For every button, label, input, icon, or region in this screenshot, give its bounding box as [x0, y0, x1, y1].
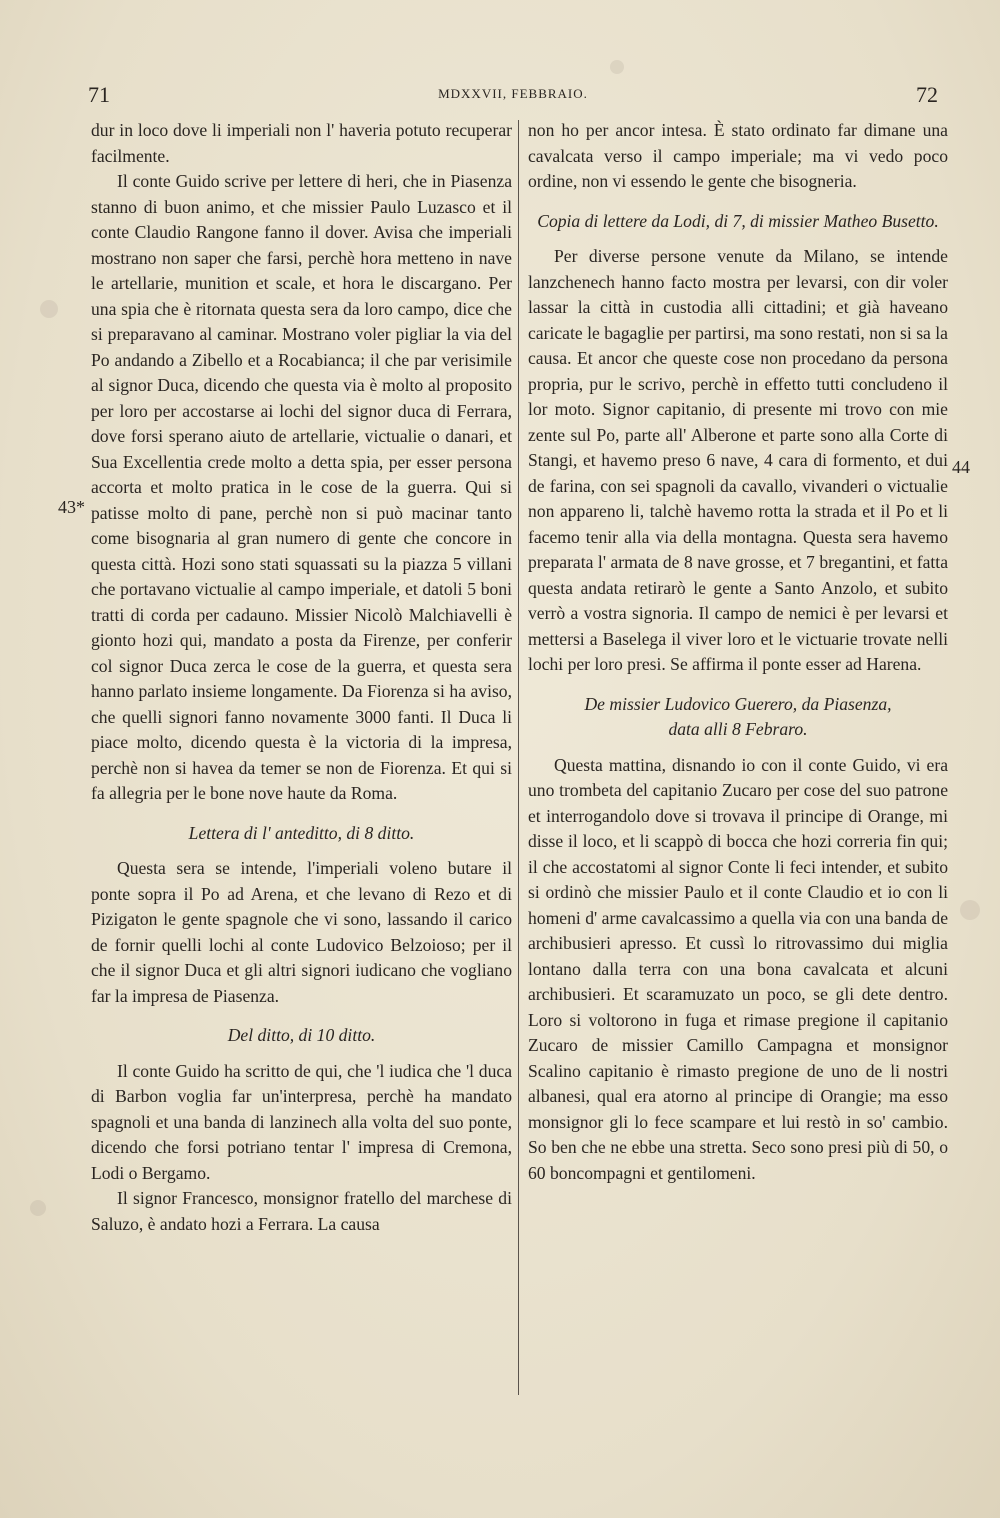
paper-stain [40, 300, 58, 318]
paragraph: Questa mattina, disnando io con il conte Guido, vi era uno trombeta del capitanio Zucaro per cose del suo patrone et interrogandolo dove si trovava il principe di Orange, mi disse il loco, et li scappò di bocca che hozi correria fin qui; il che accostatomi al signor Conte li feci intender, et subito si ordinò che missier Paulo et il conte Claudio et io con li homeni d' arme cavalcassimo a quella via con una banda de archibusieri apresso. Et cussì lo ritrovassimo dui miglia lontano dalla terra con una bona cavalcata et alcuni archibusieri. Et scaramuzato un poco, se gli dete dentro. Loro si voltorono in fuga et rimase pregione il capitanio Zucaro de missier Camillo Campagna et monsignor Scalino capitanio è rimasto pregione de uno de li nostri albanesi, qual era atorno al principe di Orangie; ma esso monsignor gli lo fece scampare et lui restò in so' cambio. So ben che ne ebbe una stretta. Seco sono presi più di 50, o 60 boncompagni et gentilomeni. [528, 754, 948, 1183]
margin-note-right: 44 [952, 457, 970, 477]
paper-stain [960, 900, 980, 920]
column-divider [518, 120, 519, 1395]
paragraph: non ho per ancor intesa. È stato ordinato far dimane una cavalcata verso il campo imperiale; ma vi vedo poco ordine, non vi essendo le gente che bisogneria. [528, 120, 948, 191]
running-title: MDXXVII, FEBBRAIO. [438, 86, 588, 101]
paper-stain [30, 1200, 46, 1216]
left-column [91, 118, 512, 1237]
section-heading-line: De missier Ludovico Guerero, da Piasenza, [584, 693, 892, 714]
page-number-left: 71 [88, 82, 110, 107]
right-column [528, 118, 948, 1186]
section-heading: Del ditto, di 10 ditto. [227, 1025, 376, 1045]
section-heading [528, 717, 948, 743]
section-heading [528, 692, 948, 718]
paragraph: Il signor Francesco, monsignor fratello del marchese di Saluzo, è andato hozi a Ferrara. La causa [91, 1188, 512, 1234]
section-heading: Lettera di l' anteditto, di 8 ditto. [188, 822, 415, 843]
section-heading-line: data alli 8 Febraro. [668, 719, 808, 739]
paragraph: Per diverse persone venute da Milano, se intende lanzchenech hanno facto mostra per levarsi, con dir voler lassar la città in custodia alli cittadini; et già haveano caricate le bagaglie per partirsi, ma sono restati, non si sa la causa. Et ancor che queste cose non procedano da persona propria, pur le scrivo, perchè in effetto tutti concludeno il lor moto. Signor capitanio, di presente mi trovo con mie zente sul Po, parte all' Alberone et parte sono alla Corte di Stangi, et havemo preso 6 nave, 4 cara di formento, et dui de farina, con sei spagnoli da cavallo, vivanderi o victualie non appareno li, talchè havemo rotta la strada et il Po et li facemo tenir alla via della montagna. Questa sera havemo preparata l' armata de 8 nave grosse, et 7 bregantini, et fatta questa andata retirarò le gente a Santo Anzolo, et subito verrò a vostra signoria. Il campo de nemici è per levarsi et mettersi a Baselega il viver loro et le victuarie trovate nelli lochi per loro presi. Se affirma il ponte esser ad Harena. [528, 246, 948, 674]
section-heading: Copia di lettere da Lodi, di 7, di missier Matheo Busetto. [537, 210, 939, 231]
paragraph: dur in loco dove li imperiali non l' haveria potuto recuperar facilmente. [91, 120, 512, 166]
page-header [88, 82, 938, 112]
paragraph: Questa sera se intende, l'imperiali voleno butare il ponte sopra il Po ad Arena, et che levano di Rezo et di Pizigaton le gente spagnole che vi sono, lassando il carico de fornir quelli lochi al conte Ludovico Belzoioso; per il che il signor Duca et gli altri signori iudicano che vogliano far la impresa de Piasenza. [91, 858, 512, 1006]
page-number-right: 72 [916, 82, 938, 107]
paper-stain [610, 60, 624, 74]
margin-note-left: 43* [58, 497, 85, 517]
paragraph: Il conte Guido ha scritto de qui, che 'l iudica che 'l duca di Barbon voglia far un'interpresa, perchè ha mandato spagnoli et una banda di lanzinech alla volta del suo ponte, dicendo che forsi potriano tentar l' impresa di Cremona, Lodi o Bergamo. [91, 1060, 512, 1183]
paragraph: Il conte Guido scrive per lettere di heri, che in Piasenza stanno di buon animo, et che missier Paulo Luzasco et il conte Claudio Rangone fanno il dover. Avisa che imperiali mostrano non saper che farsi, perchè hora metteno in nave le artellarie, munition et scale, et hora le discargano. Per una spia che è ritornata questa sera da loro campo, dice che si preparavano al caminar. Mostrano voler pigliar la via del Po andando a Zibello et a Rocabianca; il che par verisimile al signor Duca, dicendo che questa via è molto al proposito per loro per accostarse ai lochi del signor duca di Ferrara, dove forsi sperano aiuto de artellarie, victualie o danari, et Sua Excellentia crede molto a detta spia, per esser persona accorta et molto pratica in le cose de la guerra. Qui si patisse molto di pane, perchè non si può macinar tanto come bisognaria al gran numero di gente che concore in questa città. Hozi sono stati squassati su la piazza 5 villani che portavano victualie al campo imperiale, et datoli 5 boni tratti di corda per cadauno. Missier Nicolò Malchiavelli è gionto hozi qui, mandato a posta da Firenze, per conferir col signor Duca zerca le cose de la guerra, et questa sera hanno parlato insieme longamente. Da Fiorenza si ha aviso, che quelli signori fanno novamente 3000 fanti. Il Duca li piace molto, dicendo questa è la victoria di la impresa, perchè non si havea da temer se non de Fiorenza. Et qui si fa allegria per le bone nove haute da Roma. [91, 171, 512, 803]
